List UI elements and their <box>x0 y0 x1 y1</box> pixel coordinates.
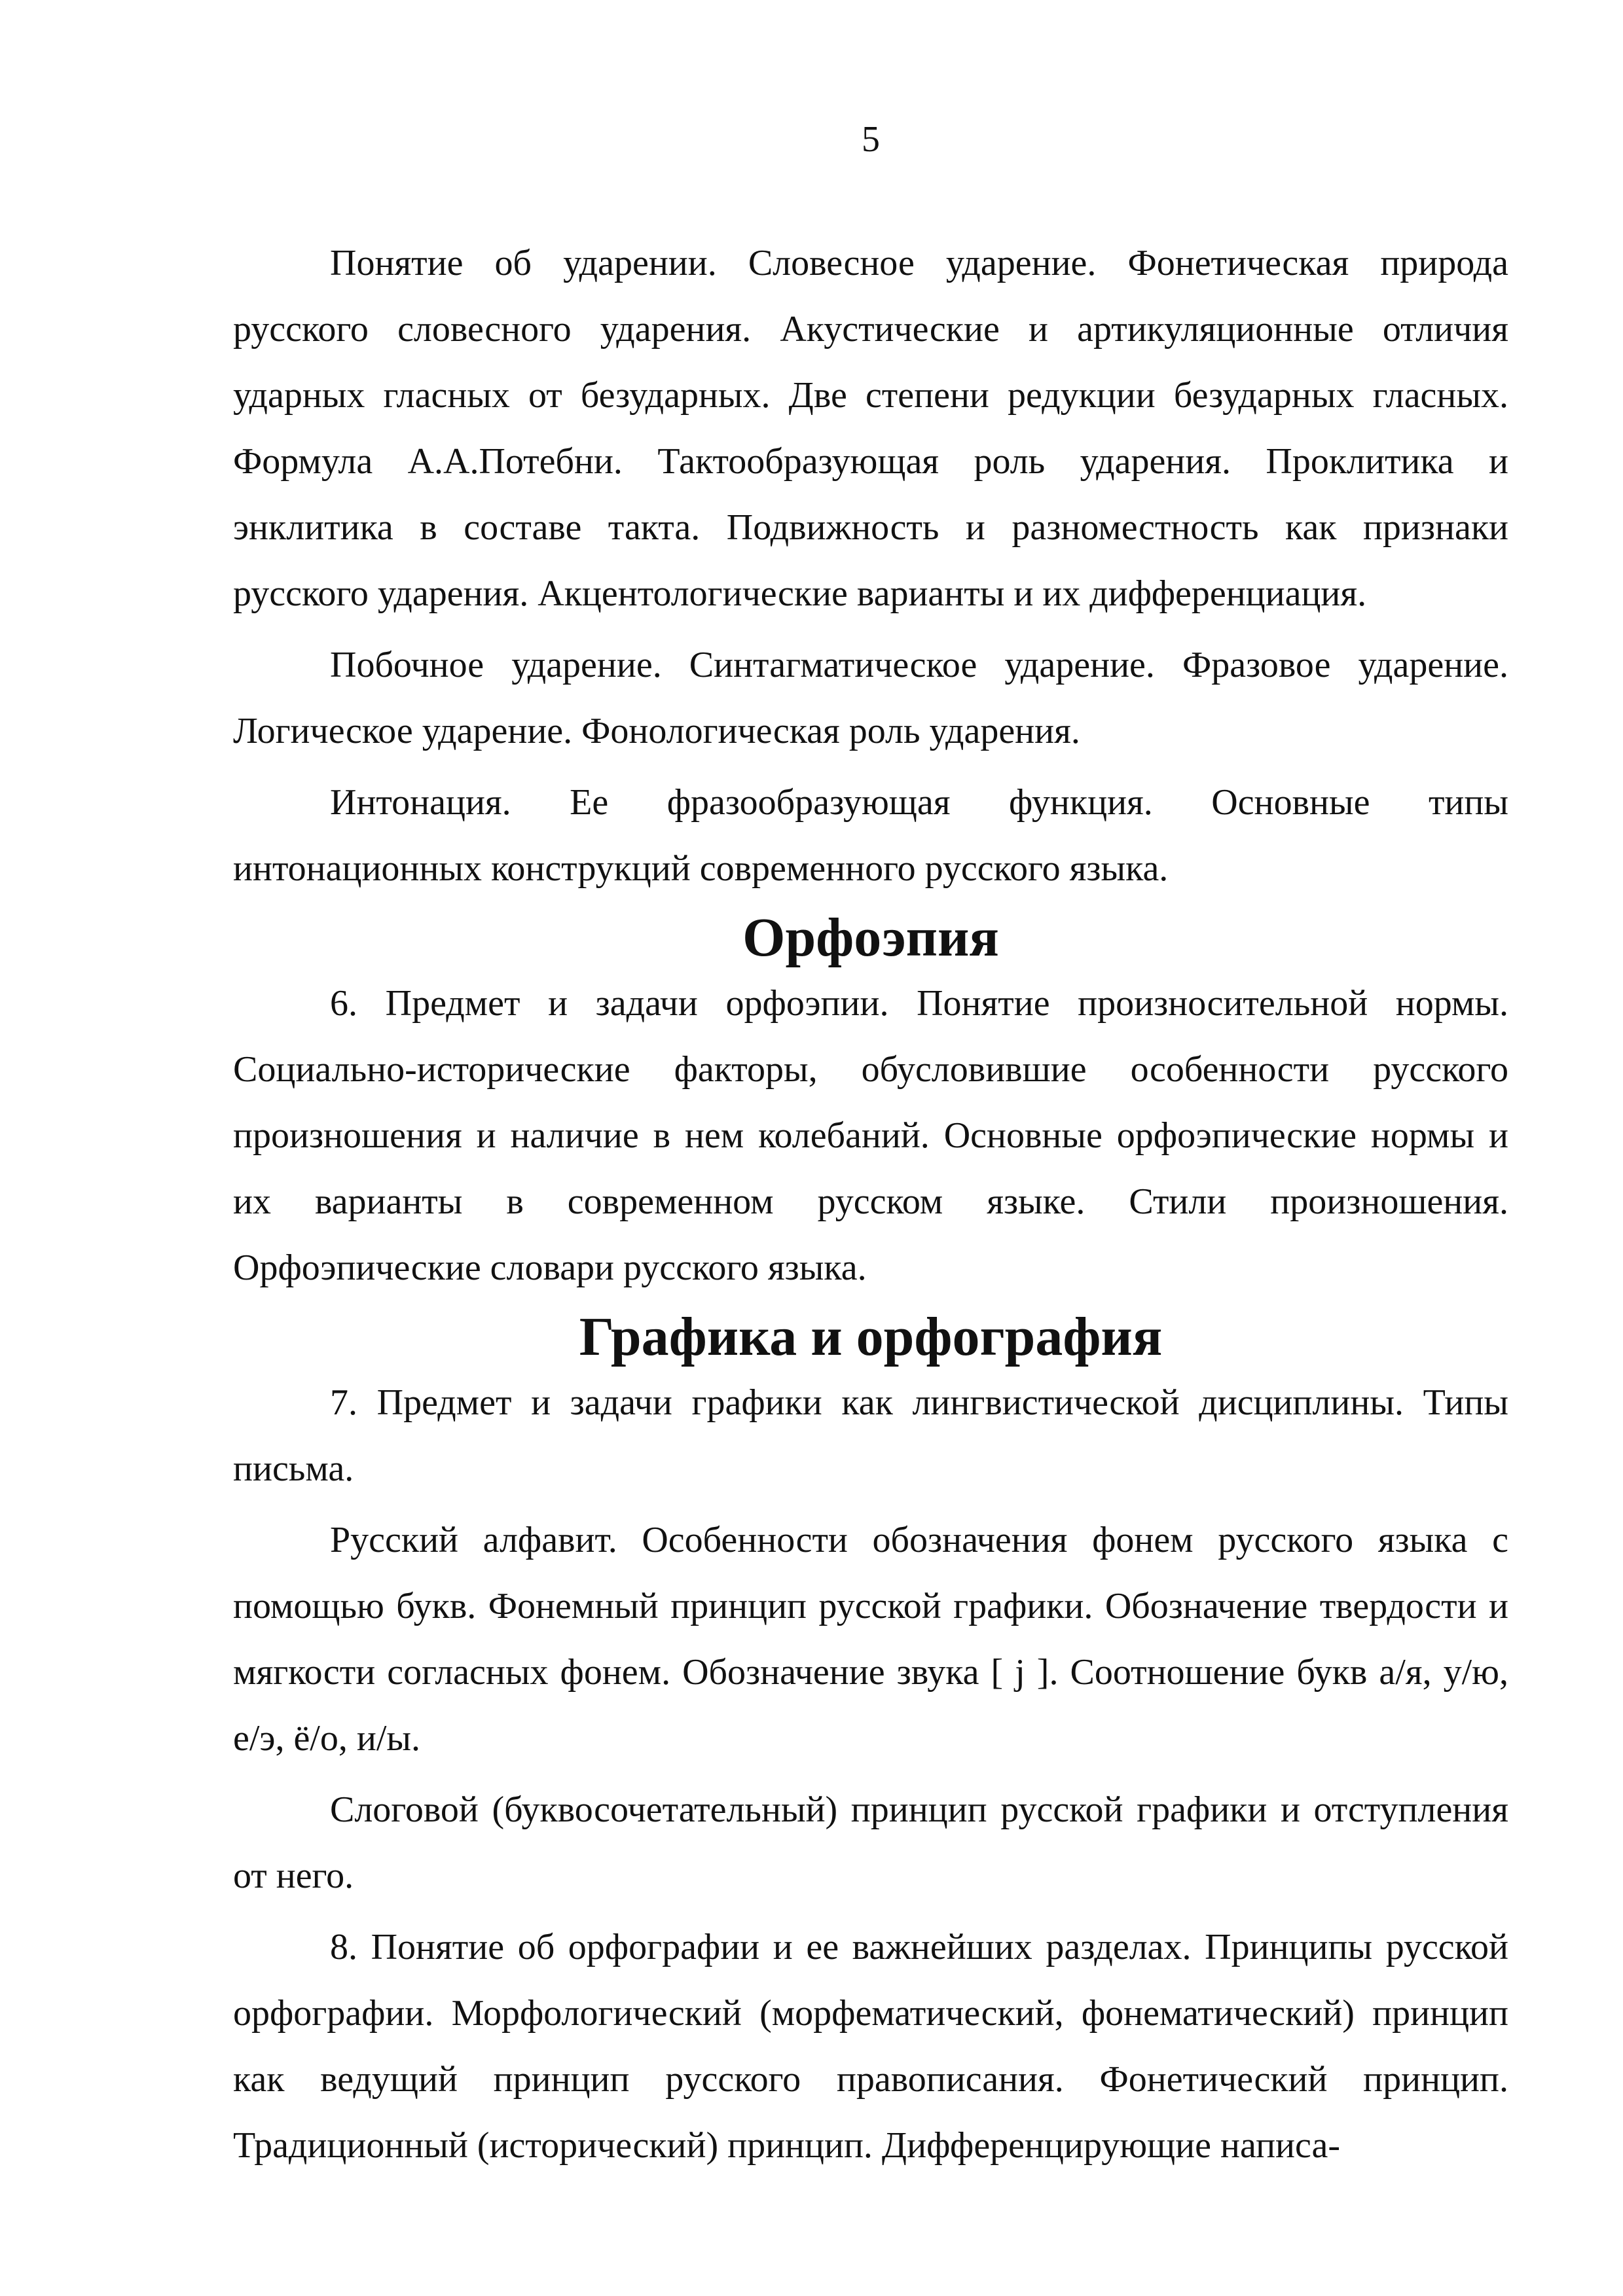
page-number: 5 <box>862 119 880 160</box>
paragraph-intonation: Интонация. Ее фразообразующая функция. Основные типы интонационных конструкций современного русского языка. <box>233 782 1508 889</box>
section-heading-orthoepy: Орфоэпия <box>742 907 999 968</box>
paragraph-orthoepy: 6. Предмет и задачи орфоэпии. Понятие произносительной нормы. Социально-исторические факторы, обусловившие особенности русского произношения и наличие в нем колебаний. Основные орфоэпические нормы и их варианты в современном русском языке. Стили произношения. Орфоэпические словари русского языка. <box>233 983 1508 1288</box>
paragraph-graphics-intro: 7. Предмет и задачи графики как лингвистической дисциплины. Типы письма. <box>233 1382 1508 1489</box>
paragraph-secondary-stress: Побочное ударение. Синтагматическое ударение. Фразовое ударение. Логическое ударение. Фонологическая роль ударения. <box>233 645 1508 751</box>
paragraph-orthography: 8. Понятие об орфографии и ее важнейших разделах. Принципы русской орфографии. Морфологический (морфематический, фонематический) принцип как ведущий принцип русского правописания. Фонетический принцип. Традиционный (исторический) принцип. Дифференцирующие написа- <box>233 1927 1508 2166</box>
paragraph-syllabic-principle: Слоговой (буквосочетательный) принцип русской графики и отступления от него. <box>233 1789 1508 1896</box>
paragraph-alphabet: Русский алфавит. Особенности обозначения фонем русского языка с помощью букв. Фонемный принцип русской графики. Обозначение твердости и мягкости согласных фонем. Обозначение звука [ j ]. Соотношение букв а/я, у/ю, е/э, ё/о, и/ы. <box>233 1520 1508 1759</box>
paragraph-stress: Понятие об ударении. Словесное ударение. Фонетическая природа русского словесного ударения. Акустические и артикуляционные отличия ударных гласных от безударных. Две степени редукции безударных гласных. Формула А.А.Потебни. Тактообразующая роль ударения. Проклитика и энклитика в составе такта. Подвижность и разноместность как признаки русского ударения. Акцентологические варианты и их дифференциация. <box>233 243 1508 614</box>
page-body <box>233 230 1508 2184</box>
section-heading-graphics: Графика и орфография <box>579 1306 1163 1367</box>
